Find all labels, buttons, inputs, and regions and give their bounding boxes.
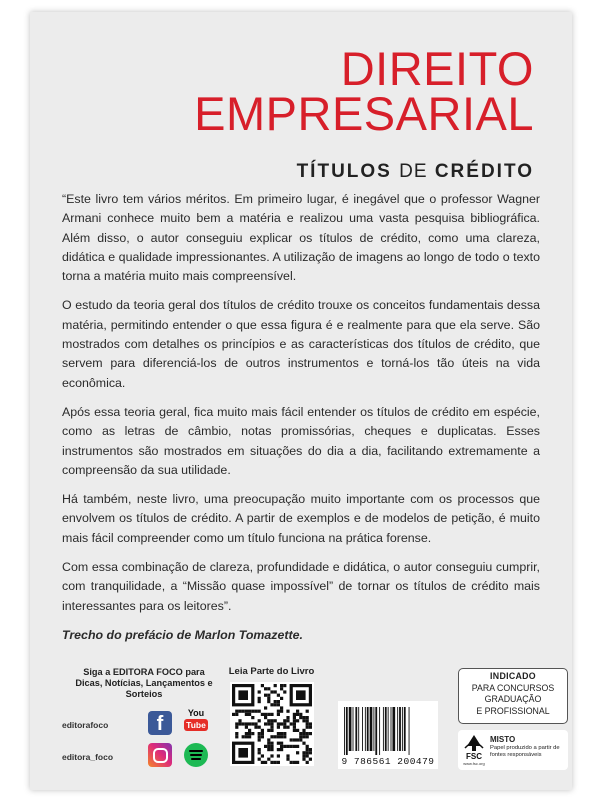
subtitle-part-3: CRÉDITO xyxy=(434,161,534,182)
blurb-paragraph: Há também, neste livro, uma preocupação muito importante com os processos que envolvem os títulos de crédito. A partir de exemplos e de modelos de petição, é muito mais fácil compreender como um título funciona na prática forense. xyxy=(62,492,540,545)
book-title xyxy=(194,42,534,140)
fsc-logo xyxy=(462,734,486,766)
indicated-line-3: GRADUAÇÃO xyxy=(484,694,542,704)
title-line-2: EMPRESARIAL xyxy=(194,87,534,140)
social-block xyxy=(62,667,214,762)
follow-text: Siga a EDITORA FOCO para Dicas, Notícias, Lançamentos e Sorteios xyxy=(75,667,213,699)
social-handle-1: editorafoco xyxy=(62,720,109,730)
social-row-facebook-youtube xyxy=(62,709,214,739)
book-back-cover xyxy=(30,12,572,790)
spotify-icon[interactable] xyxy=(184,743,208,767)
facebook-icon[interactable]: f xyxy=(148,711,172,735)
fsc-label: MISTO xyxy=(490,735,516,744)
book-subtitle xyxy=(297,161,534,183)
youtube-icon[interactable] xyxy=(184,709,208,735)
fsc-description: Papel produzido a partir de fontes responsáveis xyxy=(490,745,560,758)
indicated-concursos: CONCURSOS xyxy=(497,682,555,693)
qr-code[interactable] xyxy=(230,682,314,766)
indicated-line-4: E PROFISSIONAL xyxy=(476,705,550,716)
blurb-paragraph: O estudo da teoria geral dos títulos de crédito trouxe os conceitos fundamentais dessa matéria, permitindo entender o que essa figura é e realmente para que ela serve. São mostrados com detalhes os princípios e as características dos títulos de crédito, que servem para diferenciá-los de outros instrumentos e torná-los tão úteis na vida econômica. xyxy=(62,298,540,390)
fsc-logo-text: FSC xyxy=(466,752,482,761)
social-row-instagram-spotify xyxy=(62,741,214,771)
youtube-icon-you: You xyxy=(187,708,205,718)
fsc-url: www.fsc.org xyxy=(463,761,485,766)
indicated-for: PARA xyxy=(471,682,495,693)
preface-credit: Trecho do prefácio de Marlon Tomazette. xyxy=(62,627,303,642)
indicated-for-box xyxy=(458,668,568,724)
qr-label: Leia Parte do Livro xyxy=(228,666,315,677)
blurb-paragraph: Após essa teoria geral, fica muito mais fácil entender os títulos de crédito em espécie, como as letras de câmbio, notas promissórias, cheques e duplicatas. Esses instrumentos são mostrados em situações do dia a dia, facilitando extremamente a compreensão da sua utilidade. xyxy=(62,404,540,477)
title-line-1: DIREITO xyxy=(340,42,534,95)
blurb-paragraph: “Este livro tem vários méritos. Em primeiro lugar, é inegável que o professor Wagner Armani conhece muito bem a matéria e realizou uma vasta pesquisa bibliográfica. Além disso, o autor conseguiu explicar os títulos de crédito, como uma clareza, didática e qualidade impressionantes. A utilização de imagens ao longo de todo o texto torna a matéria muito mais compreensível. xyxy=(62,192,540,284)
barcode-bars xyxy=(338,701,438,757)
fsc-certification xyxy=(458,730,568,770)
indicated-line-2 xyxy=(459,683,567,695)
subtitle-part-2: DE xyxy=(399,161,428,182)
indicated-line-1: INDICADO xyxy=(490,671,536,681)
blurb-text xyxy=(62,190,540,655)
fsc-info xyxy=(490,735,566,759)
fsc-tree-icon xyxy=(462,734,486,752)
barcode xyxy=(338,701,438,769)
qr-code-graphic xyxy=(230,682,314,766)
blurb-paragraph: Com essa combinação de clareza, profundidade e didática, o autor conseguiu cumprir, com tranquilidade, a “Missão quase impossível” de tornar os títulos de crédito mais interessantes para os leitores”. xyxy=(62,560,540,613)
barcode-number: 9 786561 200479 xyxy=(341,756,435,767)
social-handle-2: editora_foco xyxy=(62,752,114,762)
instagram-icon[interactable] xyxy=(148,743,172,767)
subtitle-part-1: TÍTULOS xyxy=(296,161,392,182)
youtube-icon-tube: Tube xyxy=(184,719,208,731)
